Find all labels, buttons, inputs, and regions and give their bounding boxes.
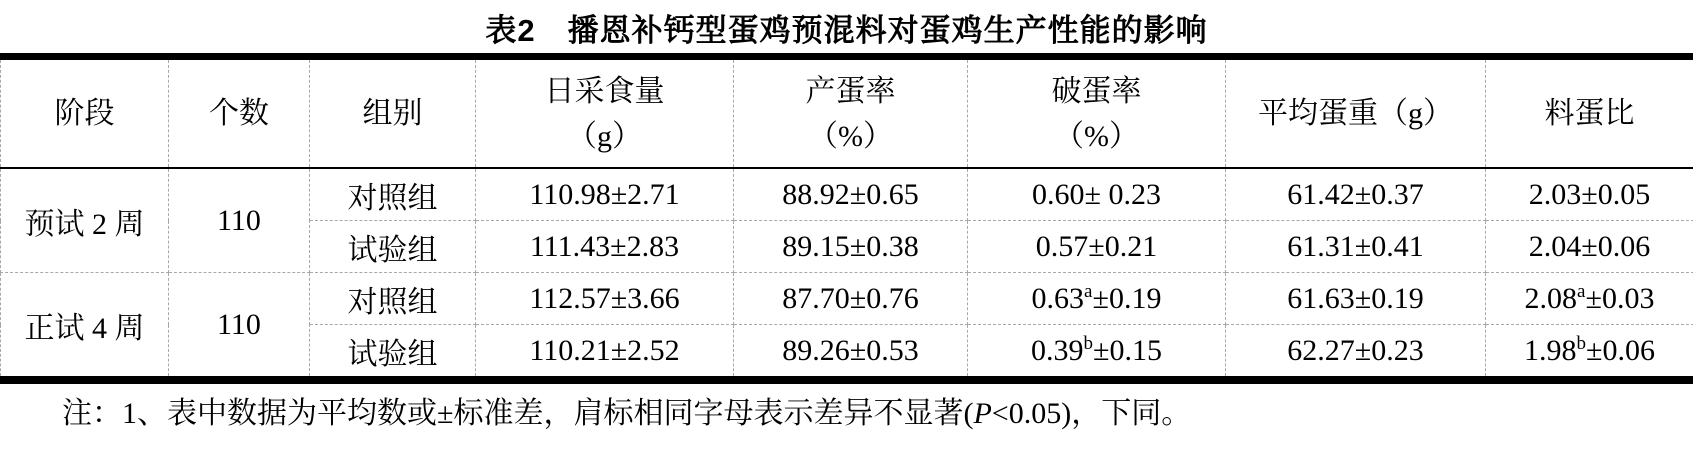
- value-text: 61.42±0.37: [1287, 177, 1424, 211]
- table-row: [1, 168, 1693, 221]
- value-text: 110.98±2.71: [529, 177, 680, 211]
- stage-cell: 预试 2 周: [1, 168, 169, 273]
- value-text: 110.21±2.52: [529, 333, 680, 367]
- header-label: 个数: [209, 97, 269, 130]
- stage-cell: 正试 4 周: [1, 273, 169, 381]
- value-text: ±0.15: [1093, 333, 1162, 367]
- feed-egg-ratio-cell: [1486, 168, 1693, 221]
- header-unit: （%）: [1054, 119, 1139, 153]
- header-row: [1, 57, 1693, 169]
- col-header-group: [310, 57, 476, 169]
- col-header-count: [169, 57, 310, 169]
- value-text: 2.04±0.06: [1528, 229, 1651, 263]
- footnote-p-symbol: P: [973, 397, 992, 430]
- group-cell: 试验组: [310, 325, 476, 381]
- header-label: 破蛋率: [1051, 74, 1142, 108]
- header-unit: （g）: [567, 119, 642, 153]
- feed-intake-cell: [476, 168, 734, 221]
- laying-rate-cell: [734, 325, 968, 381]
- value-text: 0.63: [1031, 281, 1085, 315]
- footnote-text: <0.05)，下同。: [991, 397, 1192, 430]
- avg-egg-weight-cell: [1226, 221, 1486, 273]
- feed-intake-cell: [476, 273, 734, 325]
- feed-intake-cell: [476, 325, 734, 381]
- header-label: 组别: [362, 97, 423, 130]
- broken-egg-rate-cell: [968, 325, 1226, 381]
- col-header-avg-egg-weight: [1226, 57, 1486, 169]
- col-header-feed-intake: [476, 57, 734, 169]
- feed-intake-cell: [476, 221, 734, 273]
- avg-egg-weight-cell: [1226, 325, 1486, 381]
- count-cell: 110: [169, 273, 310, 381]
- superscript: b: [1576, 332, 1587, 354]
- broken-egg-rate-cell: [968, 168, 1226, 221]
- header-unit: （%）: [808, 119, 893, 153]
- avg-egg-weight-cell: [1226, 168, 1486, 221]
- avg-egg-weight-cell: [1226, 273, 1486, 325]
- value-text: ±0.03: [1585, 281, 1655, 315]
- col-header-feed-egg-ratio: [1486, 57, 1693, 169]
- laying-rate-cell: [734, 273, 968, 325]
- value-text: 87.70±0.76: [782, 281, 919, 315]
- value-text: 62.27±0.23: [1287, 333, 1424, 367]
- value-text: 112.57±3.66: [529, 281, 680, 315]
- count-cell: 110: [169, 168, 310, 273]
- header-label: 平均蛋重（g）: [1258, 97, 1453, 130]
- feed-egg-ratio-cell: [1486, 221, 1693, 273]
- value-text: ±0.19: [1092, 281, 1162, 315]
- superscript: b: [1083, 332, 1094, 354]
- value-text: 89.26±0.53: [782, 333, 919, 367]
- broken-egg-rate-cell: [968, 221, 1226, 273]
- value-text: 0.57±0.21: [1035, 229, 1158, 263]
- feed-egg-ratio-cell: [1486, 273, 1693, 325]
- col-header-broken-egg-rate: [968, 57, 1226, 169]
- superscript: a: [1084, 280, 1093, 302]
- value-text: 88.92±0.65: [782, 177, 919, 211]
- value-text: 89.15±0.38: [782, 229, 919, 263]
- group-cell: 对照组: [310, 168, 476, 221]
- table-title: 表2 播恩补钙型蛋鸡预混料对蛋鸡生产性能的影响: [485, 13, 1208, 48]
- value-text: 1.98: [1524, 333, 1577, 367]
- header-label: 日采食量: [544, 74, 665, 108]
- value-text: 61.31±0.41: [1287, 229, 1424, 263]
- value-text: ±0.06: [1586, 333, 1655, 367]
- laying-rate-cell: [734, 221, 968, 273]
- laying-rate-cell: [734, 168, 968, 221]
- feed-egg-ratio-cell: [1486, 325, 1693, 381]
- value-text: 0.60± 0.23: [1032, 177, 1161, 211]
- group-cell: 试验组: [310, 221, 476, 273]
- value-text: 0.39: [1031, 333, 1084, 367]
- header-label: 产蛋率: [805, 74, 896, 108]
- value-text: 2.08: [1524, 281, 1578, 315]
- group-cell: 对照组: [310, 273, 476, 325]
- col-header-stage: [1, 57, 169, 169]
- value-text: 61.63±0.19: [1287, 281, 1424, 315]
- value-text: 111.43±2.83: [529, 229, 680, 263]
- performance-table: [0, 53, 1693, 384]
- value-text: 2.03±0.05: [1528, 177, 1651, 211]
- table-row: [1, 273, 1693, 325]
- header-label: 料蛋比: [1544, 97, 1635, 130]
- broken-egg-rate-cell: [968, 273, 1226, 325]
- superscript: a: [1577, 280, 1586, 302]
- header-label: 阶段: [54, 97, 115, 130]
- footnote: [0, 392, 1693, 436]
- footnote-text: 注：1、表中数据为平均数或±标准差，肩标相同字母表示差异不显著(: [62, 397, 974, 430]
- col-header-laying-rate: [734, 57, 968, 169]
